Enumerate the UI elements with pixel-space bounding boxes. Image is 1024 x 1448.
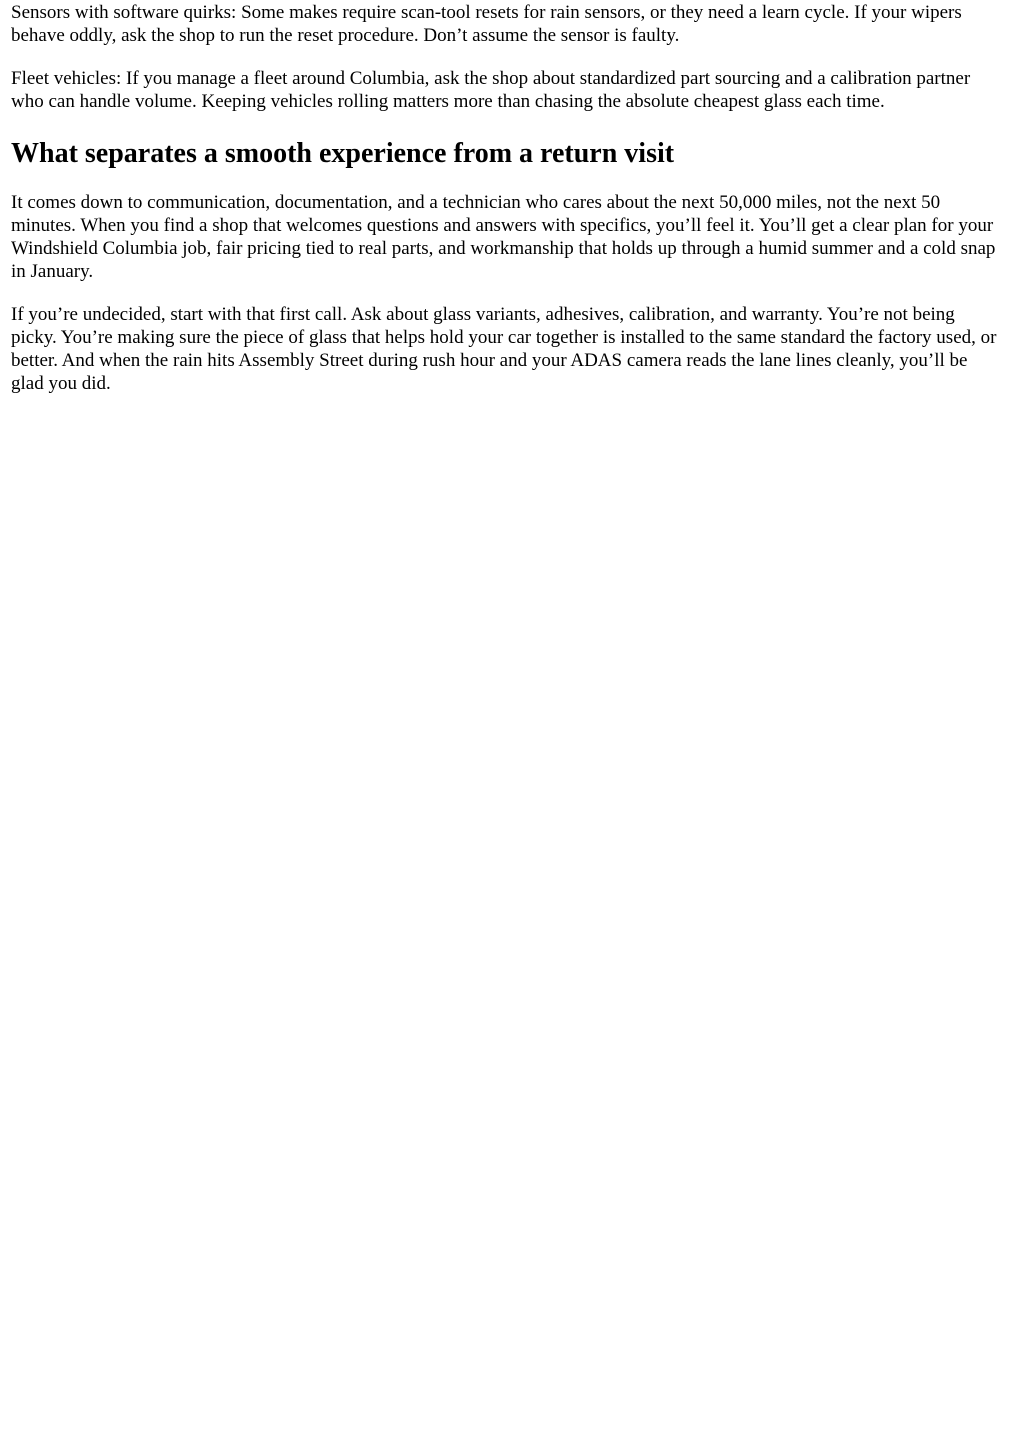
article-body bbox=[11, 0, 1001, 415]
paragraph-communication: It comes down to communication, documentation, and a technician who cares about the next 50,000 miles, not the next 50 minutes. When you find a shop that welcomes questions and answers with specifics, you’ll feel it. You’ll get a clear plan for your Windshield Columbia job, fair pricing tied to real parts, and workmanship that holds up through a humid summer and a cold snap in January. bbox=[11, 192, 996, 282]
paragraph-sensors-software-quirks: Sensors with software quirks: Some makes require scan-tool resets for rain sensors, or they need a learn cycle. If your wipers behave oddly, ask the shop to run the reset procedure. Don’t assume the sensor is faulty. bbox=[11, 2, 962, 46]
paragraph-undecided: If you’re undecided, start with that first call. Ask about glass variants, adhesives, calibration, and warranty. You’re not being picky. You’re making sure the piece of glass that helps hold your car together is installed to the same standard the factory used, or better. And when the rain hits Assembly Street during rush hour and your ADAS camera reads the lane lines cleanly, you’ll be glad you did. bbox=[11, 304, 997, 394]
paragraph-fleet-vehicles: Fleet vehicles: If you manage a fleet around Columbia, ask the shop about standardized part sourcing and a calibration partner who can handle volume. Keeping vehicles rolling matters more than chasing the absolute cheapest glass each time. bbox=[11, 68, 971, 112]
section-heading: What separates a smooth experience from a return visit bbox=[11, 138, 675, 169]
